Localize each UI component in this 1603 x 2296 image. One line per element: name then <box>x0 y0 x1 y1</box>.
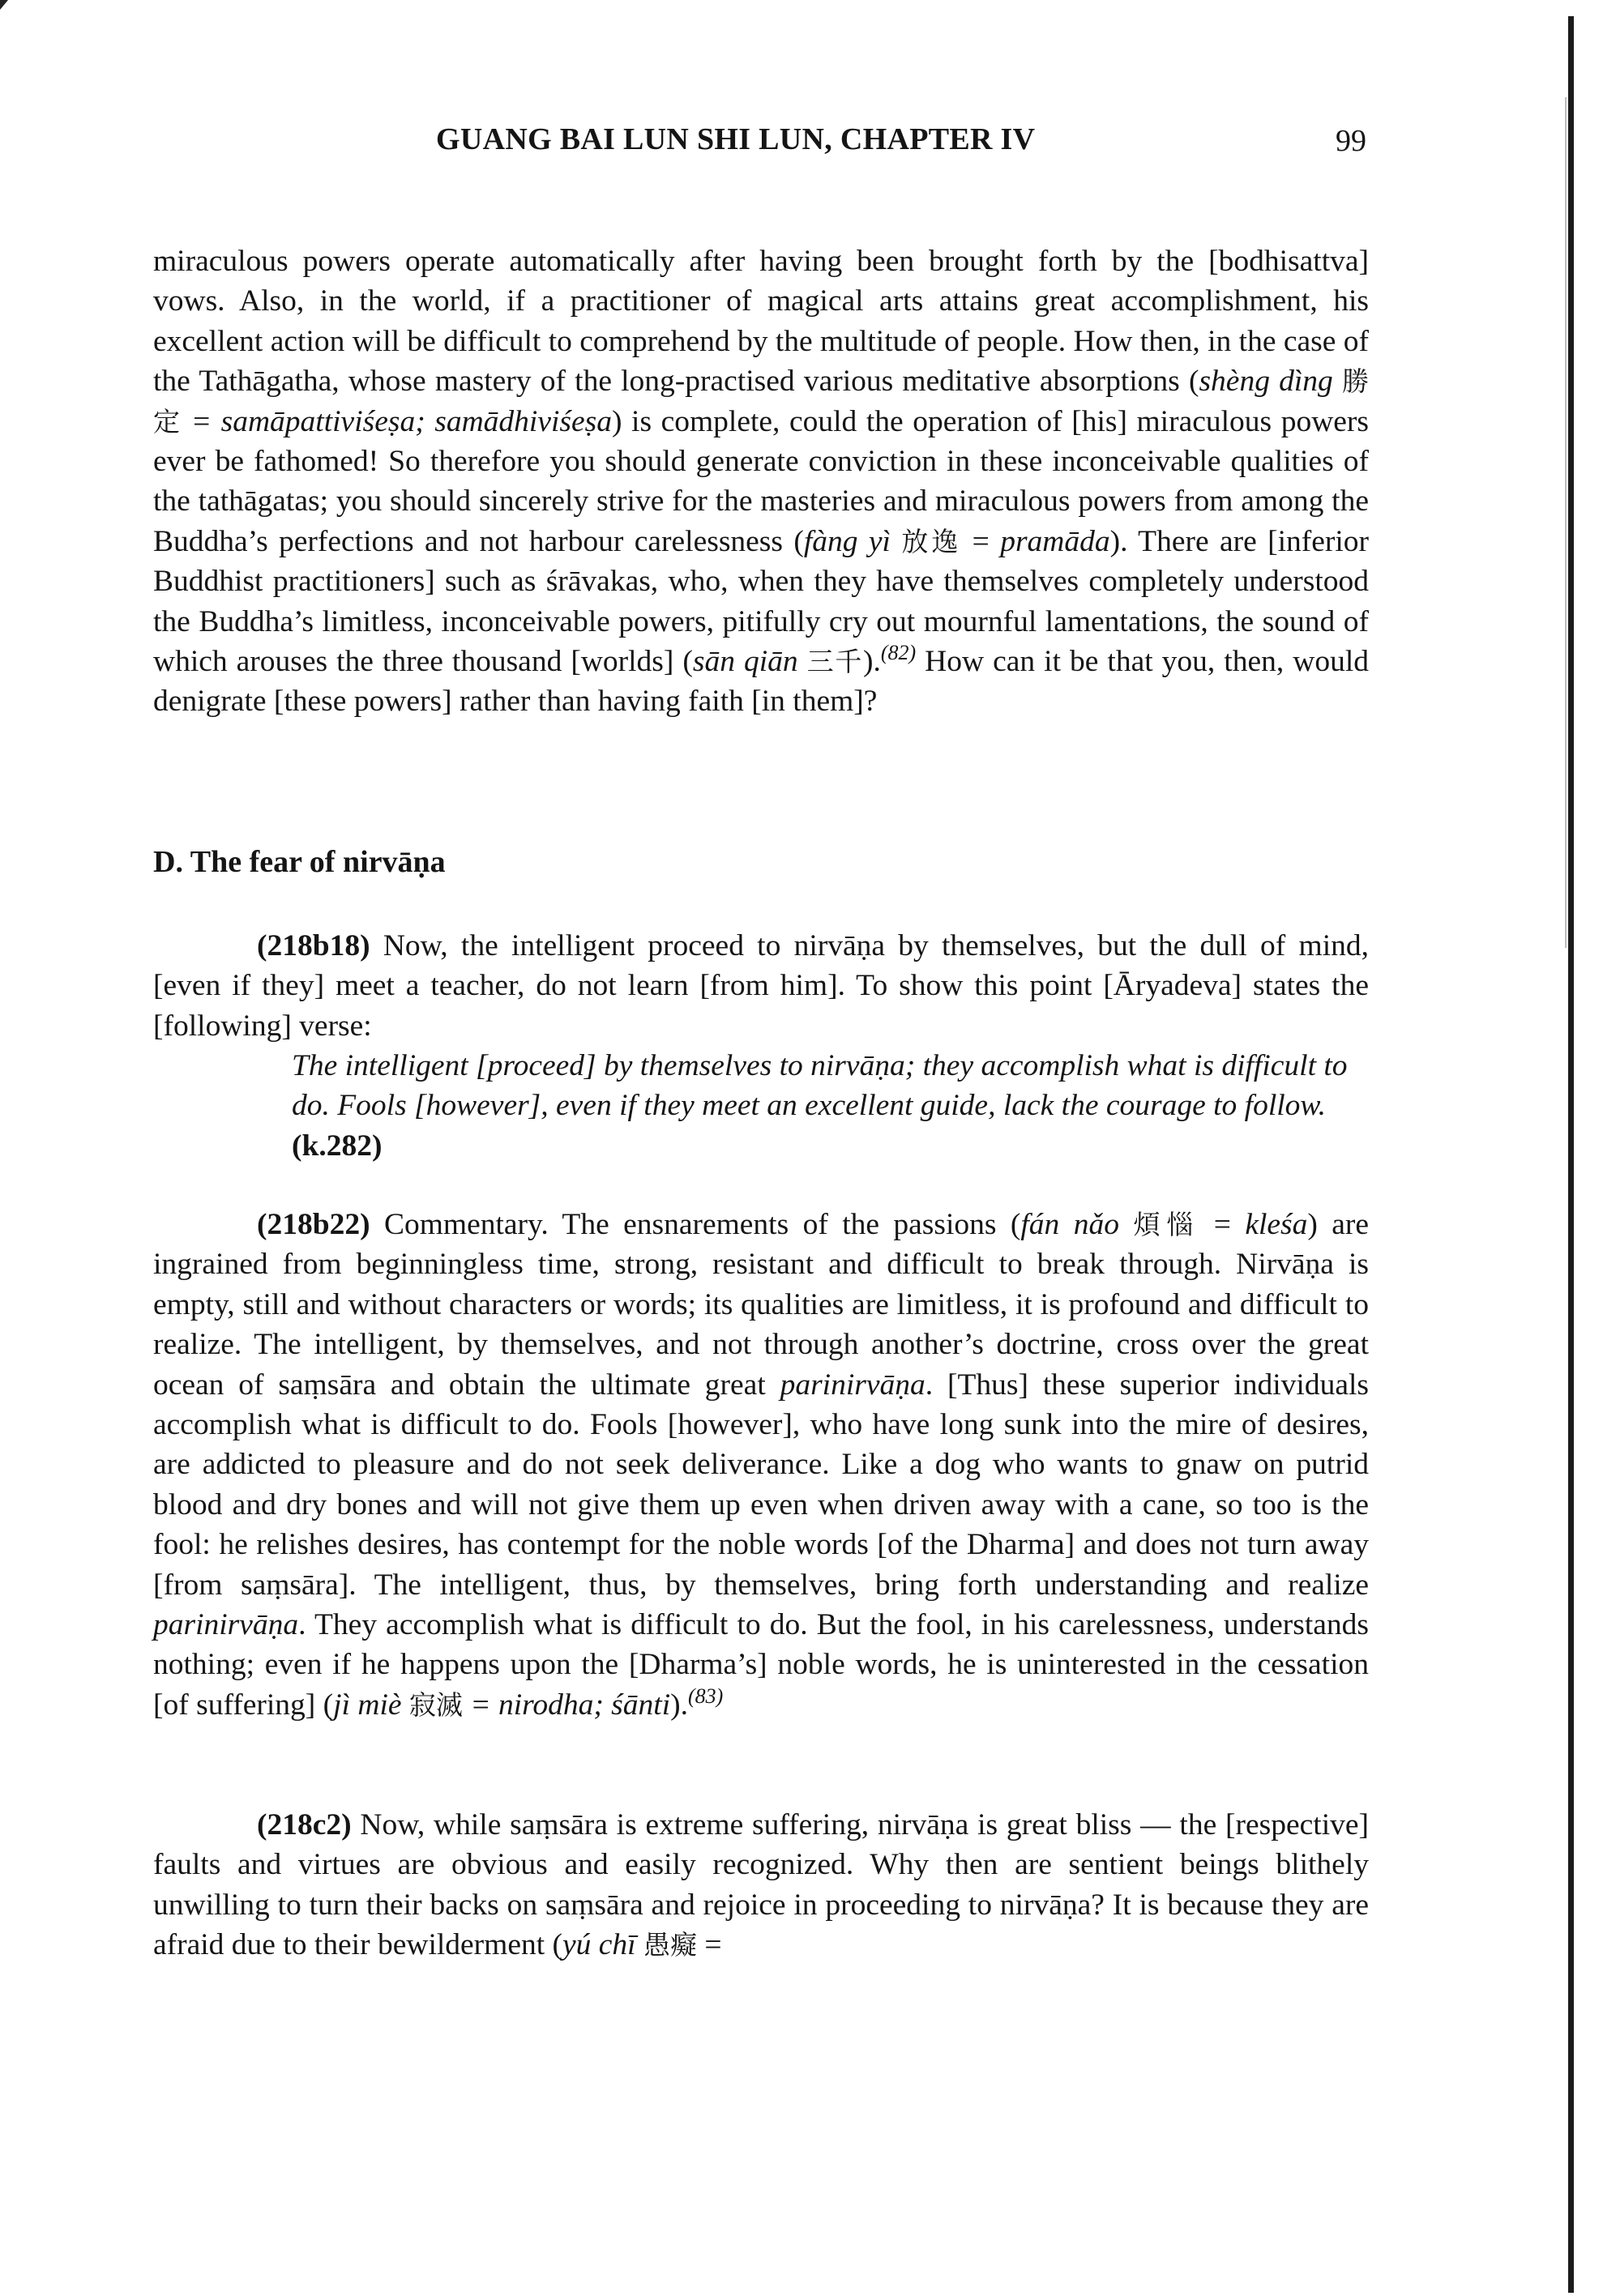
page-number: 99 <box>1336 124 1366 158</box>
page-edge-line <box>1568 16 1574 2293</box>
running-head: GUANG BAI LUN SHI LUN, CHAPTER IV <box>436 122 1036 156</box>
paragraph-218c2: (218c2) Now, while saṃsāra is extreme suffering, nirvāṇa is great bliss — the [respective] faults and virtues are obvious and easily recognized. Why then are sentient beings blithely unwilling to turn their backs on saṃsāra and rejoice in proceeding to nirvāṇa? It is because they are afraid due to their bewilderment (yú chī 愚癡 = <box>153 1808 1369 1962</box>
paragraph-continued: miraculous powers operate automatically after having been brought forth by the [bodhisattva] vows. Also, in the world, if a practitioner of magical arts attains great accomplishment, his excellent action will be difficult to comprehend by the multitude of people. How then, in the case of the Tathāgatha, whose mastery of the long-practised various meditative absorptions (shèng dìng 勝定 = samāpattiviśeṣa; samādhiviśeṣa) is complete, could the operation of [his] miraculous powers ever be fathomed! So therefore you should generate conviction in these inconceivable qualities of the tathāgatas; you should sincerely strive for the masteries and miraculous powers from among the Buddha’s perfections and not harbour carelessness (fàng yì 放逸 = pramāda). There are [inferior Buddhist practitioners] such as śrāvakas, who, when they have themselves completely understood the Buddha’s limitless, inconceivable powers, pitifully cry out mournful lamentations, the sound of which arouses the three thousand [worlds] (sān qiān 三千).$^{(82)}$ How can it be that you, then, would denigrate [these powers] rather than having faith [in them]? <box>153 245 1370 719</box>
footnote-ref-83: (83) <box>688 1684 724 1708</box>
page-edge-shadow <box>1565 97 1567 948</box>
footnote-ref-82: (82) <box>880 641 917 665</box>
scan-corner-mark <box>0 0 8 10</box>
paragraph-218b22: (218b22) Commentary. The ensnarements of the passions (fán nǎo 煩惱 = kleśa) are ingrained from beginningless time, strong, resistant and difficult to break through. Nirvāṇa is empty, still and without characters or words; its qualities are limitless, it is profound and difficult to realize. The intelligent, by themselves, and not through another’s doctrine, cross over the great ocean of saṃsāra and obtain the ultimate great parinirvāṇa. [Thus] these superior individuals accomplish what is difficult to do. Fools [however], who have long sunk into the mire of desires, are addicted to pleasure and do not seek deliverance. Like a dog who wants to gnaw on putrid blood and dry bones and will not give them up even when driven away with a cane, so too is the fool: he relishes desires, has contempt for the noble words [of the Dharma] and does not turn away [from saṃsāra]. The intelligent, thus, by themselves, bring forth understanding and realize parinirvāṇa. They accomplish what is difficult to do. But the fool, in his carelessness, understands nothing; even if he happens upon the [Dharma’s] noble words, he is uninterested in the cessation [of suffering] (jì miè 寂滅 = nirodha; śānti).$^{(83)}$ <box>153 1208 1370 1722</box>
verse-k282: The intelligent [proceed] by themselves to nirvāṇa; they accomplish what is difficult to do. Fools [however], even if they meet an excellent guide, lack the courage to follow. (k.282) <box>292 1049 1348 1163</box>
paragraph-218b18: (218b18) Now, the intelligent proceed to nirvāṇa by themselves, but the dull of mind, [even if they] meet a teacher, do not learn [from him]. To show this point [Āryadeva] states the [following] verse: <box>153 929 1369 1043</box>
section-heading: D. The fear of nirvāṇa <box>153 845 446 879</box>
